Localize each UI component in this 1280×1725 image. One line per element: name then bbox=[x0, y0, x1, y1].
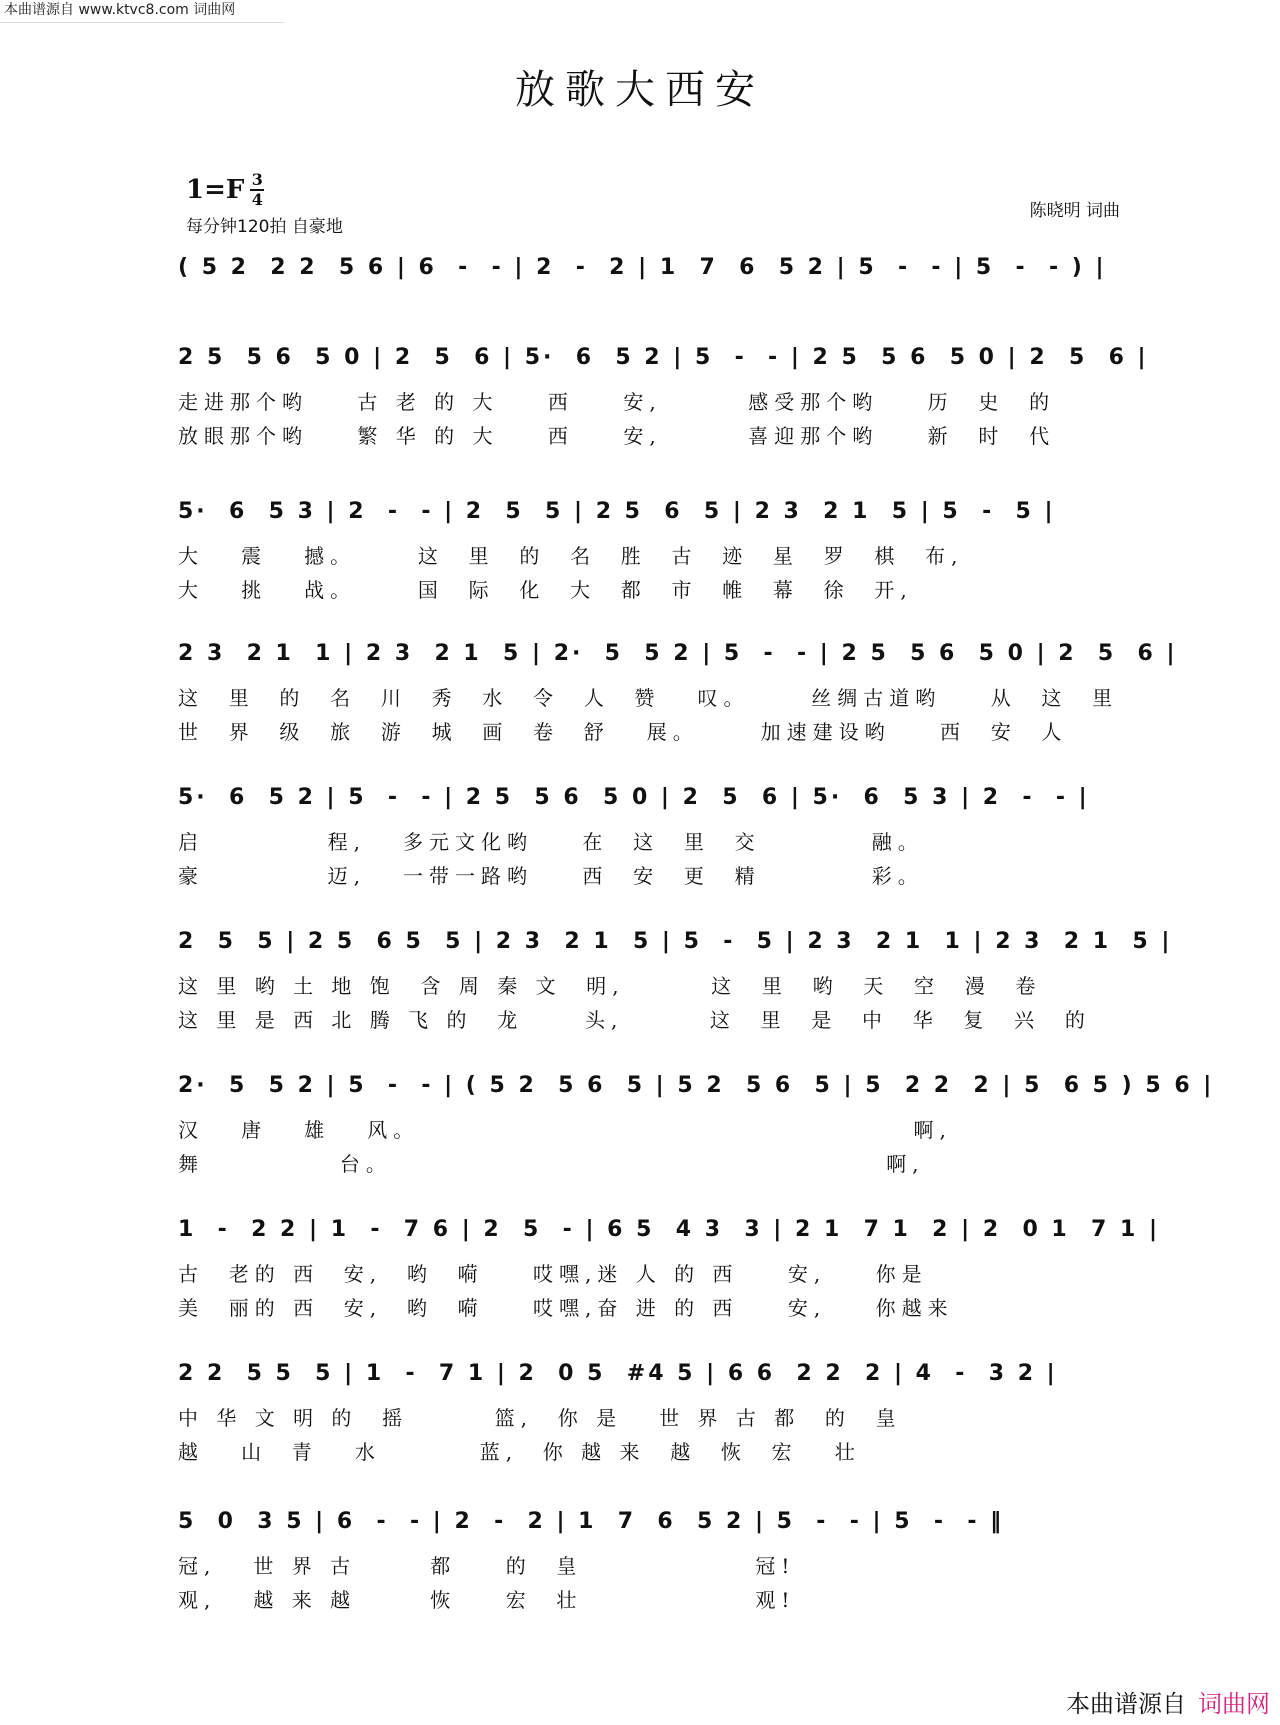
score-system bbox=[0, 1064, 1280, 1204]
score-system bbox=[0, 920, 1280, 1060]
time-bottom: 4 bbox=[251, 190, 263, 209]
watermark-bottom bbox=[1066, 1684, 1270, 1719]
time-top: 3 bbox=[251, 170, 263, 189]
lyric-line: 观, 越 来 越 恢 宏 壮 观! bbox=[178, 1588, 796, 1612]
score-system bbox=[0, 336, 1280, 476]
notation-text: 2 2 5 5 5 | 1 - 7 1 | 2 0 5 #4 5 | 6 6 2 2 2 | 4 - 3 2 | bbox=[178, 1361, 1058, 1386]
lyric-line: 豪 迈, 一带一路哟 西 安 更 精 彩。 bbox=[178, 864, 924, 888]
lyric-line: 这 里 哟 土 地 饱 含 周 秦 文 明, 这 里 哟 天 空 漫 卷 bbox=[178, 974, 1042, 998]
lyric-line: 冠, 世 界 古 都 的 皇 冠! bbox=[178, 1554, 796, 1578]
lyric-line: 放眼那个哟 繁 华 的 大 西 安, 喜迎那个哟 新 时 代 bbox=[178, 424, 1056, 448]
watermark-bottom-right: 词曲网 bbox=[1198, 1690, 1270, 1718]
notation-line bbox=[178, 1208, 1161, 1252]
key-signature bbox=[186, 172, 264, 208]
notation-line bbox=[178, 1064, 1215, 1108]
notation-line bbox=[178, 920, 1173, 964]
score-system bbox=[0, 776, 1280, 916]
notation-text: 5· 6 5 3 | 2 - - | 2 5 5 | 2 5 6 5 | 2 3 2 1 5 | 5 - 5 | bbox=[178, 499, 1056, 524]
notation-line bbox=[178, 490, 1124, 534]
key-label: 1=F bbox=[186, 175, 245, 205]
song-title: 放歌大西安 bbox=[515, 67, 765, 113]
lyric-line: 这 里 的 名 川 秀 水 令 人 赞 叹。 丝绸古道哟 从 这 里 bbox=[178, 686, 1119, 710]
notation-text: 2 5 5 6 5 0 | 2 5 6 | 5· 6 5 2 | 5 - - | 2 5 5 6 5 0 | 2 5 6 | bbox=[178, 345, 1149, 370]
tempo-marking: 每分钟120拍 自豪地 bbox=[186, 217, 343, 237]
notation-text: 2 5 5 | 2 5 6 5 5 | 2 3 2 1 5 | 5 - 5 | 2 3 2 1 1 | 2 3 2 1 5 | bbox=[178, 929, 1173, 954]
lyric-line: 舞 台。 啊, bbox=[178, 1152, 925, 1176]
notation-line bbox=[178, 776, 1124, 820]
notation-text: ( 5 2 2 2 5 6 | 6 - - | 2 - 2 | 1 7 6 5 2 | 5 - - | 5 - - ) | bbox=[178, 255, 1107, 280]
notation-line bbox=[178, 1500, 1124, 1544]
lyric-line: 这 里 是 西 北 腾 飞 的 龙 头, 这 里 是 中 华 复 兴 的 bbox=[178, 1008, 1091, 1032]
notation-text: 2· 5 5 2 | 5 - - | ( 5 2 5 6 5 | 5 2 5 6 5 | 5 2 2 2 | 5 6 5 ) 5 6 | bbox=[178, 1073, 1215, 1098]
score-system bbox=[0, 490, 1280, 630]
lyric-line: 走进那个哟 古 老 的 大 西 安, 感受那个哟 历 史 的 bbox=[178, 390, 1056, 414]
score-system bbox=[0, 632, 1280, 772]
notation-line bbox=[178, 336, 1149, 380]
notation-line bbox=[178, 246, 1124, 290]
notation-text: 2 3 2 1 1 | 2 3 2 1 5 | 2· 5 5 2 | 5 - - | 2 5 5 6 5 0 | 2 5 6 | bbox=[178, 641, 1178, 666]
notation-text: 1 - 2 2 | 1 - 7 6 | 2 5 - | 6 5 4 3 3 | 2 1 7 1 2 | 2 0 1 7 1 | bbox=[178, 1217, 1161, 1242]
lyric-line: 世 界 级 旅 游 城 画 卷 舒 展。 加速建设哟 西 安 人 bbox=[178, 720, 1068, 744]
score-system bbox=[0, 1352, 1280, 1492]
lyric-line: 启 程, 多元文化哟 在 这 里 交 融。 bbox=[178, 830, 924, 854]
notation-line bbox=[178, 1352, 1124, 1396]
lyric-line: 汉 唐 雄 风。 啊, bbox=[178, 1118, 952, 1142]
author-credit: 陈晓明 词曲 bbox=[1029, 201, 1120, 221]
time-signature bbox=[250, 172, 264, 208]
score-system bbox=[0, 1208, 1280, 1348]
lyric-line: 古 老的 西 安, 哟 嗬 哎嘿,迷 人 的 西 安, 你是 bbox=[178, 1262, 928, 1286]
lyric-line: 中 华 文 明 的 摇 篮, 你 是 世 界 古 都 的 皇 bbox=[178, 1406, 902, 1430]
watermark-bottom-left: 本曲谱源自 bbox=[1066, 1690, 1186, 1718]
lyric-line: 大 震 撼。 这 里 的 名 胜 古 迹 星 罗 棋 布, bbox=[178, 544, 964, 568]
notation-line bbox=[178, 632, 1178, 676]
notation-text: 5 0 3 5 | 6 - - | 2 - 2 | 1 7 6 5 2 | 5 - - | 5 - - ‖ bbox=[178, 1509, 1005, 1534]
lyric-line: 大 挑 战。 国 际 化 大 都 市 帷 幕 徐 开, bbox=[178, 578, 913, 602]
lyric-line: 美 丽的 西 安, 哟 嗬 哎嘿,奋 进 的 西 安, 你越来 bbox=[178, 1296, 954, 1320]
watermark-top: 本曲谱源自 www.ktvc8.com 词曲网 bbox=[0, 0, 284, 23]
lyric-line: 越 山 青 水 蓝, 你 越 来 越 恢 宏 壮 bbox=[178, 1440, 861, 1464]
score-system bbox=[0, 1500, 1280, 1640]
notation-text: 5· 6 5 2 | 5 - - | 2 5 5 6 5 0 | 2 5 6 | 5· 6 5 3 | 2 - - | bbox=[178, 785, 1090, 810]
